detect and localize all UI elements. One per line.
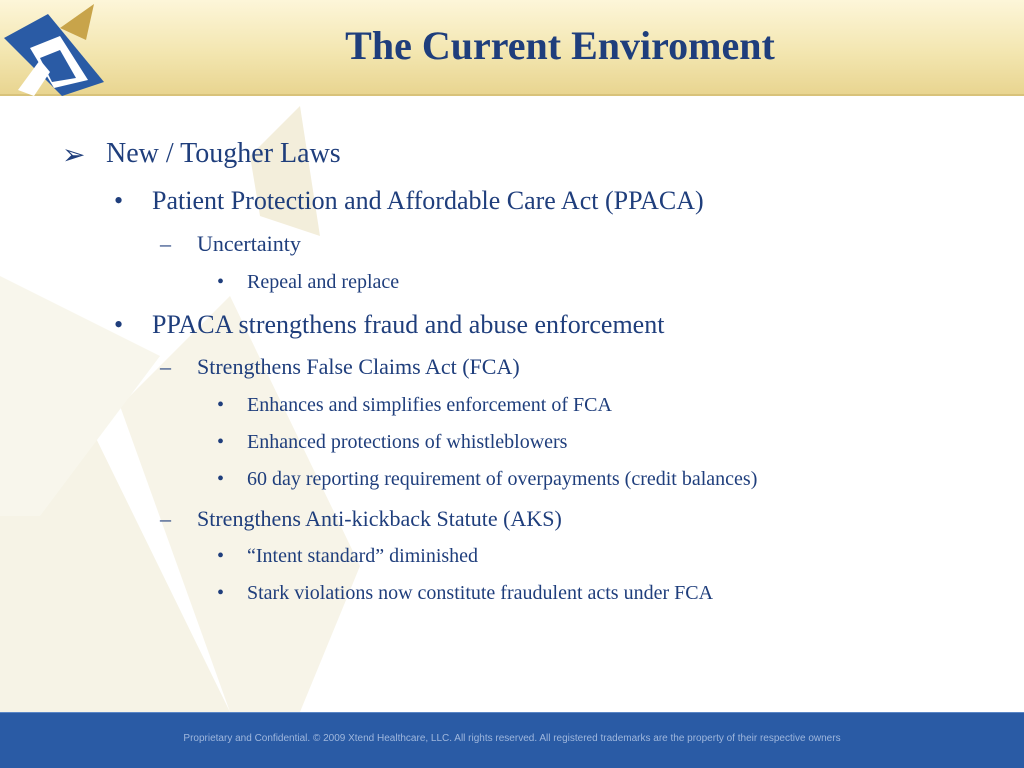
bullet-text: Enhanced protections of whistleblowers [247,431,568,453]
bullet-item [160,506,562,532]
dash-bullet-icon: – [160,231,171,256]
arrow-bullet-icon: ➢ [62,140,86,171]
dash-bullet-icon: – [160,506,171,531]
dash-bullet-icon: – [160,354,171,379]
bullet-heading [62,138,341,171]
dot-bullet-icon: • [217,468,225,490]
footer-band [0,712,1024,768]
bullet-heading-text: New / Tougher Laws [106,138,341,169]
bullet-item [217,582,714,605]
bullet-text: Strengthens Anti-kickback Statute (AKS) [197,506,562,531]
bullet-item [160,354,520,380]
dot-bullet-icon: • [217,582,225,604]
bullet-text: PPACA strengthens fraud and abuse enforcement [152,310,665,339]
bullet-item [160,231,301,257]
bullet-text: Uncertainty [197,231,301,256]
bullet-text: Enhances and simplifies enforcement of FCA [247,394,612,416]
dot-bullet-icon: • [217,431,225,453]
bullet-text: Repeal and replace [247,271,400,293]
bullet-item [114,310,665,340]
dot-bullet-icon: • [217,545,225,567]
bullet-item [217,271,400,294]
dot-bullet-icon: • [114,310,124,339]
bullet-text: 60 day reporting requirement of overpayments (credit balances) [247,468,758,490]
bullet-text: Strengthens False Claims Act (FCA) [197,354,520,379]
bullet-item [114,186,704,216]
footer-copyright: Proprietary and Confidential. © 2009 Xtend Healthcare, LLC. All rights reserved. All registered trademarks are the property of their respective owners [183,733,841,744]
bullet-item [217,394,612,417]
bullet-item [217,468,758,491]
dot-bullet-icon: • [217,271,225,293]
dot-bullet-icon: • [217,394,225,416]
bullet-item [217,545,479,568]
bullet-text: “Intent standard” diminished [247,545,479,567]
bullet-item [217,431,568,454]
bullet-text: Stark violations now constitute fraudulent acts under FCA [247,582,714,604]
bullet-text: Patient Protection and Affordable Care Act (PPACA) [152,186,704,215]
dot-bullet-icon: • [114,186,124,215]
slide-title: The Current Enviroment [345,23,775,68]
